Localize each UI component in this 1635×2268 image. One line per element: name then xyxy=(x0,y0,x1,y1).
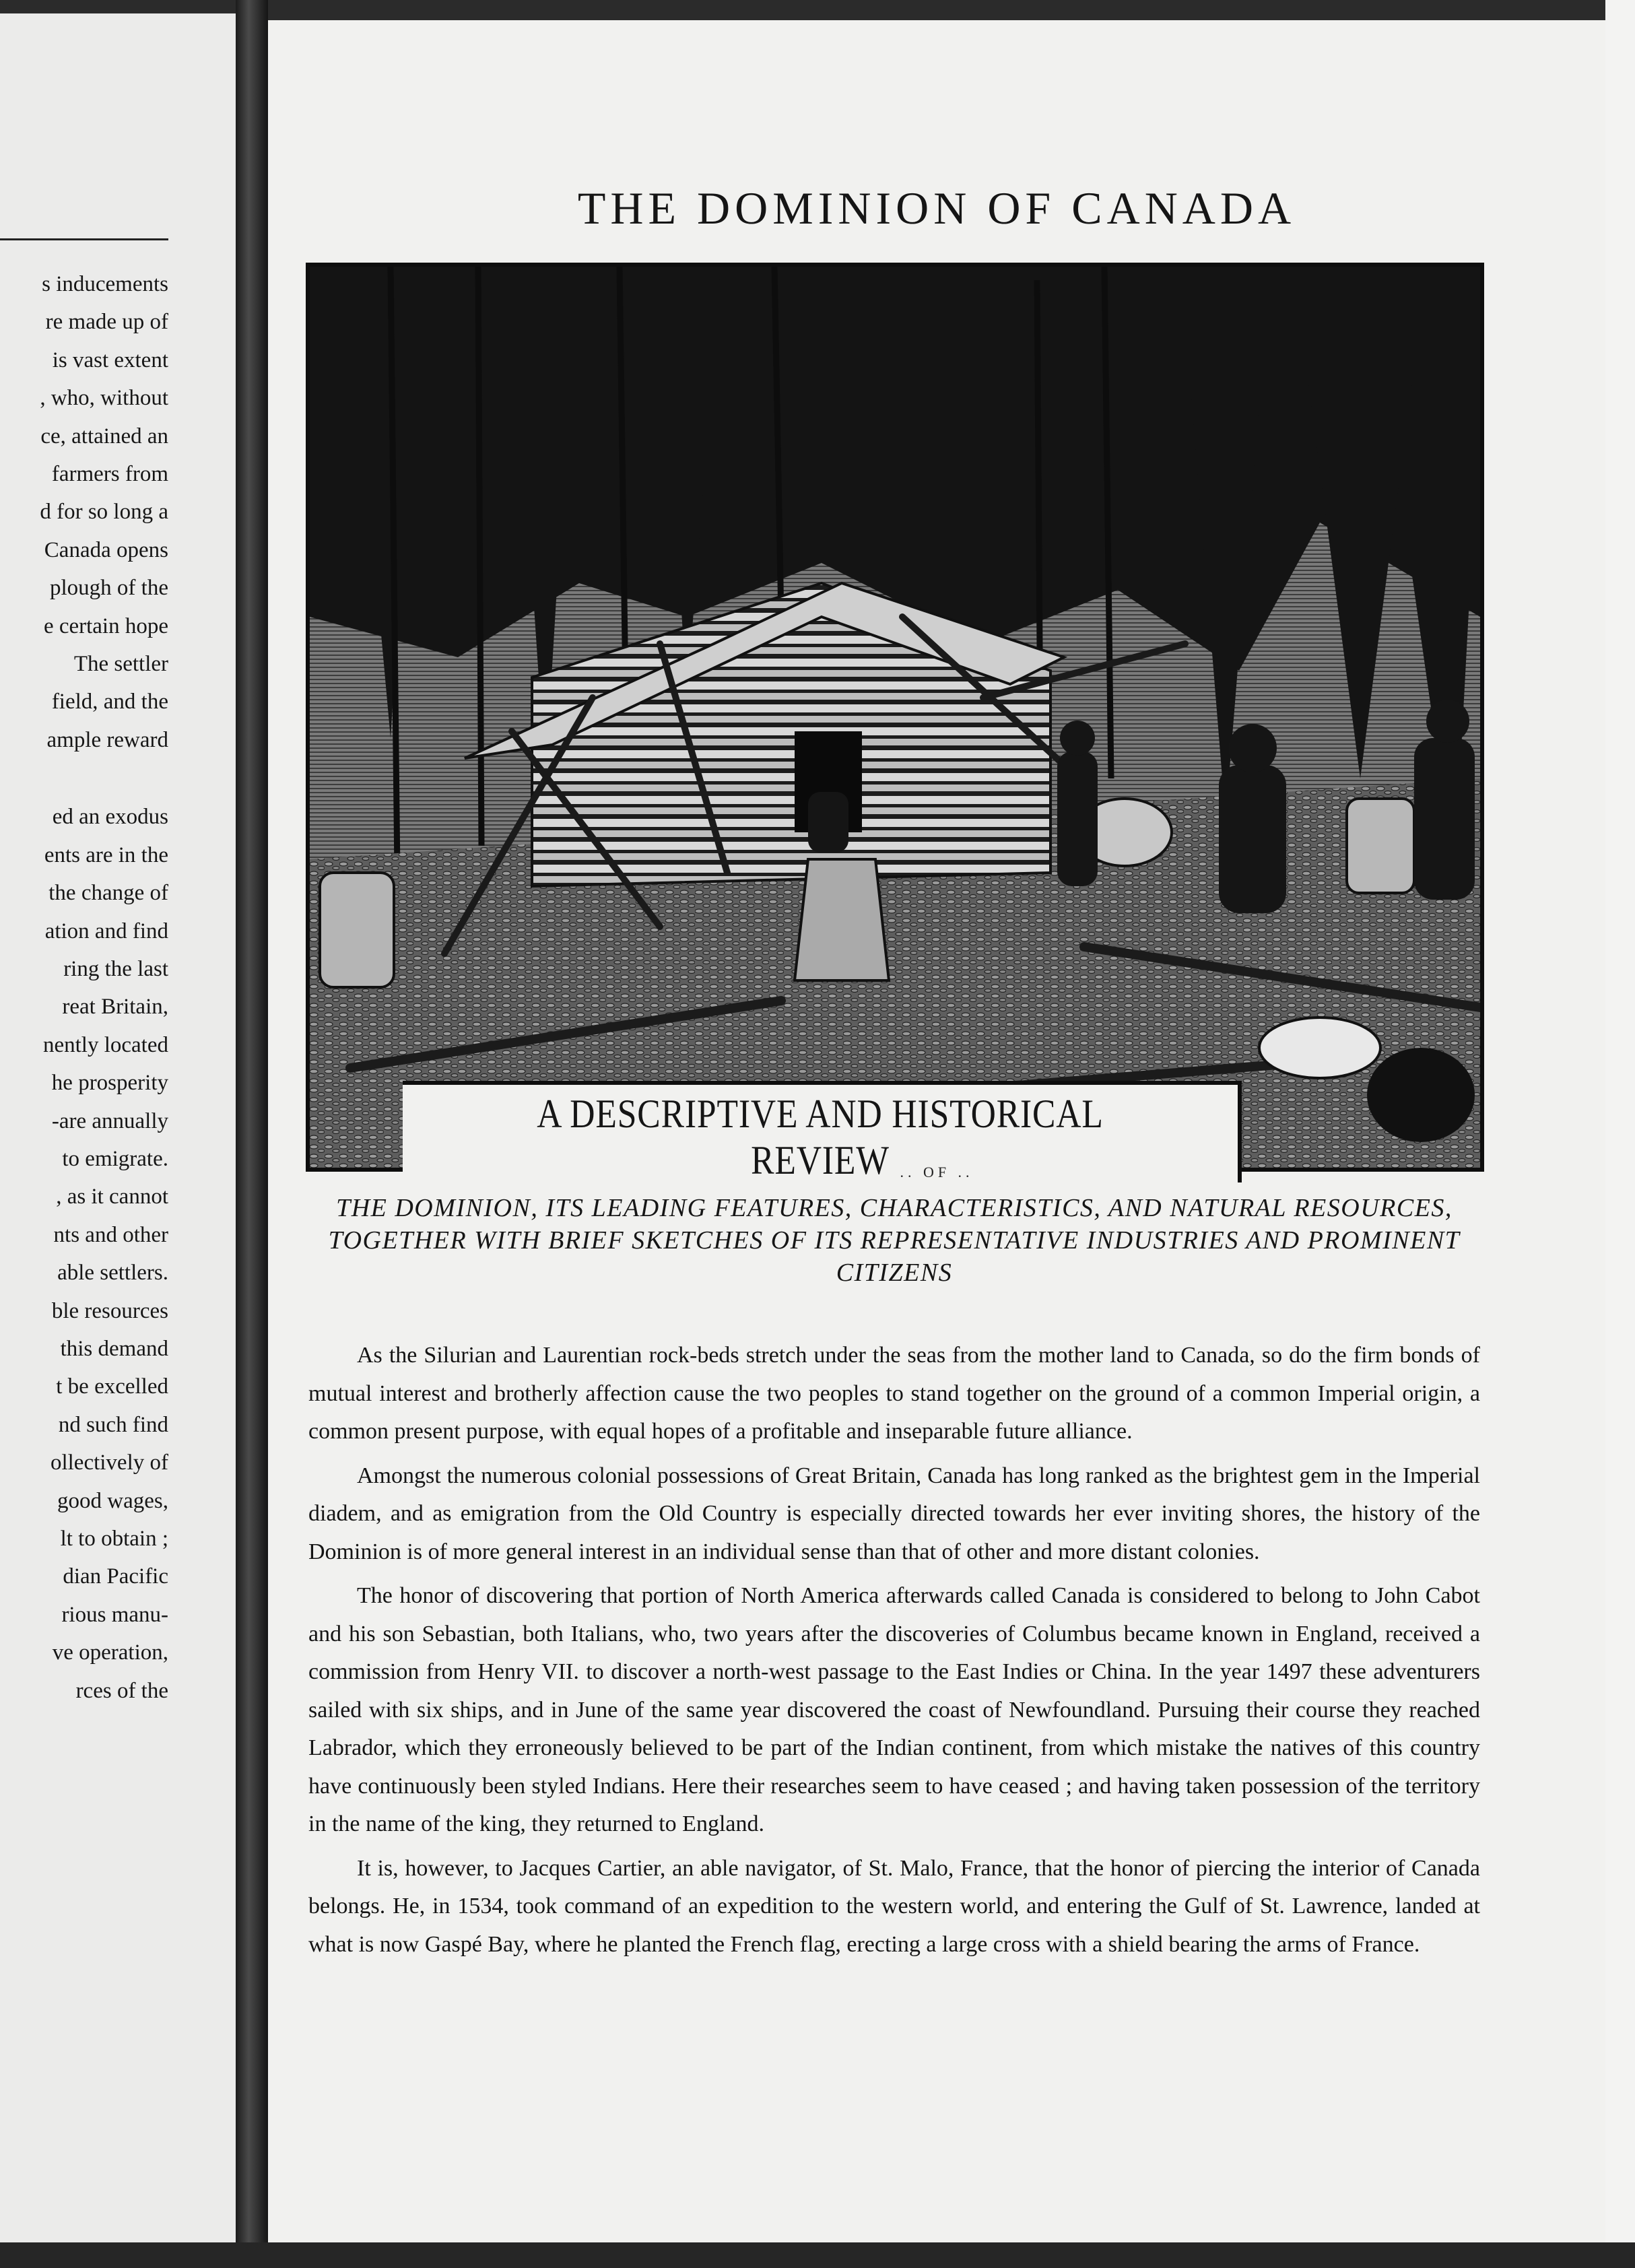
left-page-line: Canada opens xyxy=(44,537,168,562)
left-page-line: t be excelled xyxy=(56,1374,168,1399)
log-cabin-illustration xyxy=(310,267,1480,1168)
left-page-rule xyxy=(0,238,168,240)
left-page-line: s inducements xyxy=(42,272,168,296)
left-page-line: ation and find xyxy=(44,919,168,943)
bottom-scan-edge xyxy=(0,2242,1635,2268)
left-facing-page xyxy=(0,13,236,2249)
paragraph-cabot: The honor of discovering that portion of North America afterwards called Canada is considered to belong to John Cabot and his son Sebastian, both Italians, who, two years after the discoveries of Columbus became known in England, received a commission from Henry VII. to discover a north-west passage to the East Indies or China. In the year 1497 these adventurers sailed with six ships, and in June of the same year discovered the coast of Newfoundland. Pursuing their course they reached Labrador, which they erroneously believed to be part of the Indian continent, from which mistake the natives of this country have continuously been styled Indians. Here their researches seem to have ceased ; and having taken possession of the territory in the name of the king, they returned to England. xyxy=(308,1583,1480,1836)
left-page-line: ring the last xyxy=(63,956,168,981)
left-page-line: plough of the xyxy=(50,576,168,601)
paragraph-colonial: Amongst the numerous colonial possessions of Great Britain, Canada has long ranked as the brightest gem in the Imperial diadem, and as emigration from the Old Country is especially directed towards her ever inviting shores, the history of the Dominion is of more general interest in an individual sense than that of other and more distant colonies. xyxy=(308,1463,1480,1564)
left-page-line: field, and the xyxy=(51,690,168,714)
left-page-line: ble resources xyxy=(51,1298,168,1323)
left-page-line: good wages, xyxy=(57,1488,168,1513)
left-page-line: The settler xyxy=(73,652,168,677)
left-page-line xyxy=(0,759,168,798)
left-page-text-column xyxy=(0,265,168,1710)
book-gutter xyxy=(236,0,268,2268)
left-page-line: , who, without xyxy=(40,386,168,411)
left-page-line: ve operation, xyxy=(52,1640,168,1665)
left-page-line: ample reward xyxy=(46,727,168,752)
log-cabin-engraving xyxy=(306,263,1484,1172)
left-page-line: reat Britain, xyxy=(62,995,168,1020)
left-page-line: nently located xyxy=(42,1032,168,1057)
left-page-line: ce, attained an xyxy=(40,424,168,448)
left-page-line: farmers from xyxy=(51,462,168,487)
of-connector: .. OF .. xyxy=(900,1164,974,1180)
left-page-line: nd such find xyxy=(58,1412,168,1437)
review-subtitle: THE DOMINION, ITS LEADING FEATURES, CHARACTERISTICS, AND NATURAL RESOURCES, TOGETHER WITH BRIEF SKETCHES OF ITS REPRESENTATIVE INDUSTRIES AND PROMINENT CITIZENS xyxy=(328,1194,1461,1287)
review-title: A DESCRIPTIVE AND HISTORICAL REVIEW xyxy=(537,1092,1104,1182)
left-page-line: able settlers. xyxy=(57,1261,168,1286)
page-header-title: THE DOMINION OF CANADA xyxy=(577,182,1296,234)
right-margin-strip xyxy=(1605,0,1635,2268)
left-page-line: dian Pacific xyxy=(63,1564,168,1589)
left-page-line: d for so long a xyxy=(40,500,168,525)
left-page-line: ed an exodus xyxy=(52,805,168,830)
left-page-line: nts and other xyxy=(53,1222,168,1247)
left-page-line: e certain hope xyxy=(43,613,168,638)
left-page-line: lt to obtain ; xyxy=(60,1527,168,1551)
left-page-line: , as it cannot xyxy=(56,1185,168,1209)
left-page-line: this demand xyxy=(60,1336,168,1361)
main-page xyxy=(268,20,1605,2242)
paragraph-cartier: It is, however, to Jacques Cartier, an able navigator, of St. Malo, France, that the honor of piercing the interior of Canada belongs. He, in 1534, took command of an expedition to the western world, and entering the Gulf of St. Lawrence, landed at what is now Gaspé Bay, where he planted the French flag, erecting a large cross with a shield bearing the arms of France. xyxy=(308,1855,1480,1957)
left-page-line: ents are in the xyxy=(44,842,168,867)
left-page-line: he prosperity xyxy=(51,1071,168,1096)
paragraph-silurian: As the Silurian and Laurentian rock-beds stretch under the seas from the mother land to Canada, so do the firm bonds of mutual interest and brotherly affection cause the two peoples to stand together on the ground of a common Imperial origin, a common present purpose, with equal hopes of a profitable and inseparable future alliance. xyxy=(308,1343,1480,1444)
left-page-line: is vast extent xyxy=(52,347,168,372)
left-page-line: ollectively of xyxy=(50,1450,168,1475)
left-page-line: re made up of xyxy=(45,310,168,335)
left-page-line: the change of xyxy=(48,881,168,906)
body-text xyxy=(308,1337,1480,1970)
left-page-line: rious manu- xyxy=(61,1602,168,1627)
left-page-line: to emigrate. xyxy=(62,1146,168,1171)
left-page-line: rces of the xyxy=(75,1678,168,1703)
left-page-line: -are annually xyxy=(51,1108,168,1133)
